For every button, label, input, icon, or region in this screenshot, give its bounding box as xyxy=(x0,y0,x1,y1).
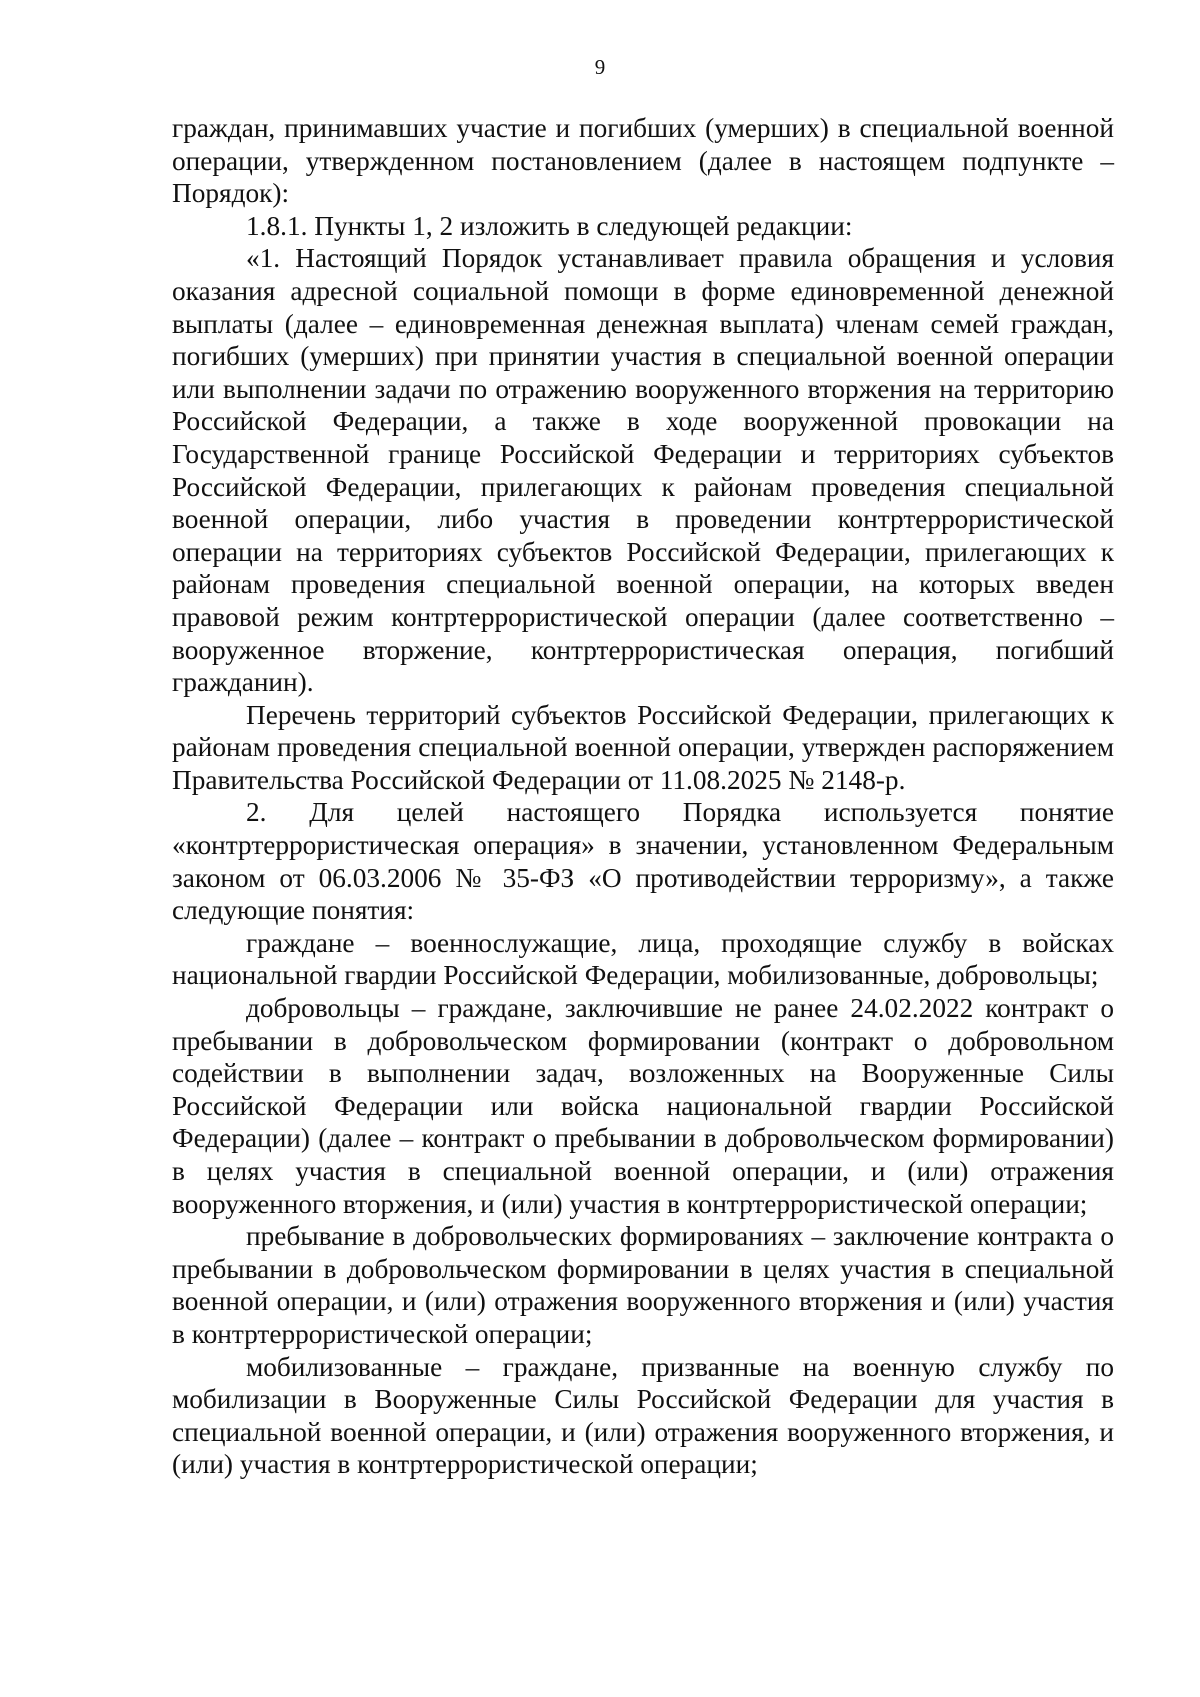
document-body xyxy=(172,112,1114,1481)
paragraph-intro: граждан, принимавших участие и погибших (умерших) в специальной военной операции, утвержденном постановлением (далее в настоящем подпункте – Порядок): xyxy=(172,113,1114,209)
paragraph-definition-citizens: граждане – военнослужащие, лица, проходящие службу в войсках национальной гвардии Российской Федерации, мобилизованные, добровольцы; xyxy=(172,927,1114,991)
paragraph-definition-mobilized: мобилизованные – граждане, призванные на военную службу по мобилизации в Вооруженные Силы Российской Федерации для участия в специальной военной операции, и (или) отражения вооруженного вторжения, и (или) участия в контртеррористической операции; xyxy=(172,1351,1114,1480)
paragraph-definition-volunteers: добровольцы – граждане, заключившие не ранее 24.02.2022 контракт о пребывании в добровольческом формировании (контракт о добровольном содействии в выполнении задач, возложенных на Вооруженные Силы Российской Федерации или войска национальной гвардии Российской Федерации) (далее – контракт о пребывании в добровольческом формировании) в целях участия в специальной военной операции, и (или) отражения вооруженного вторжения, и (или) участия в контртеррористической операции; xyxy=(172,993,1114,1219)
page-number: 9 xyxy=(594,55,606,79)
paragraph-point-2: 2. Для целей настоящего Порядка используется понятие «контртеррористическая операция» в значении, установленном Федеральным законом от 06.03.2006 № 35-ФЗ «О противодействии терроризму», а также следующие понятия: xyxy=(172,797,1114,926)
paragraph-territory-list: Перечень территорий субъектов Российской Федерации, прилегающих к районам проведения специальной военной операции, утвержден распоряжением Правительства Российской Федерации от 11.08.2025 № 2148-р. xyxy=(172,699,1114,795)
paragraph-subitem-1-8-1: 1.8.1. Пункты 1, 2 изложить в следующей редакции: xyxy=(246,210,853,241)
paragraph-definition-volunteer-service: пребывание в добровольческих формированиях – заключение контракта о пребывании в добровольческом формировании в целях участия в специальной военной операции, и (или) отражения вооруженного вторжения и (или) участия в контртеррористической операции; xyxy=(172,1221,1114,1349)
paragraph-point-1: «1. Настоящий Порядок устанавливает правила обращения и условия оказания адресной социальной помощи в форме единовременной денежной выплаты (далее – единовременная денежная выплата) членам семей граждан, погибших (умерших) при принятии участия в специальной военной операции или выполнении задачи по отражению вооруженного вторжения на территорию Российской Федерации, а также в ходе вооруженной провокации на Государственной границе Российской Федерации и территориях субъектов Российской Федерации, прилегающих к районам проведения специальной военной операции, либо участия в проведении контртеррористической операции на территориях субъектов Российской Федерации, прилегающих к районам проведения специальной военной операции, на которых введен правовой режим контртеррористической операции (далее соответственно – вооруженное вторжение, контртеррористическая операция, погибший гражданин). xyxy=(172,243,1114,698)
